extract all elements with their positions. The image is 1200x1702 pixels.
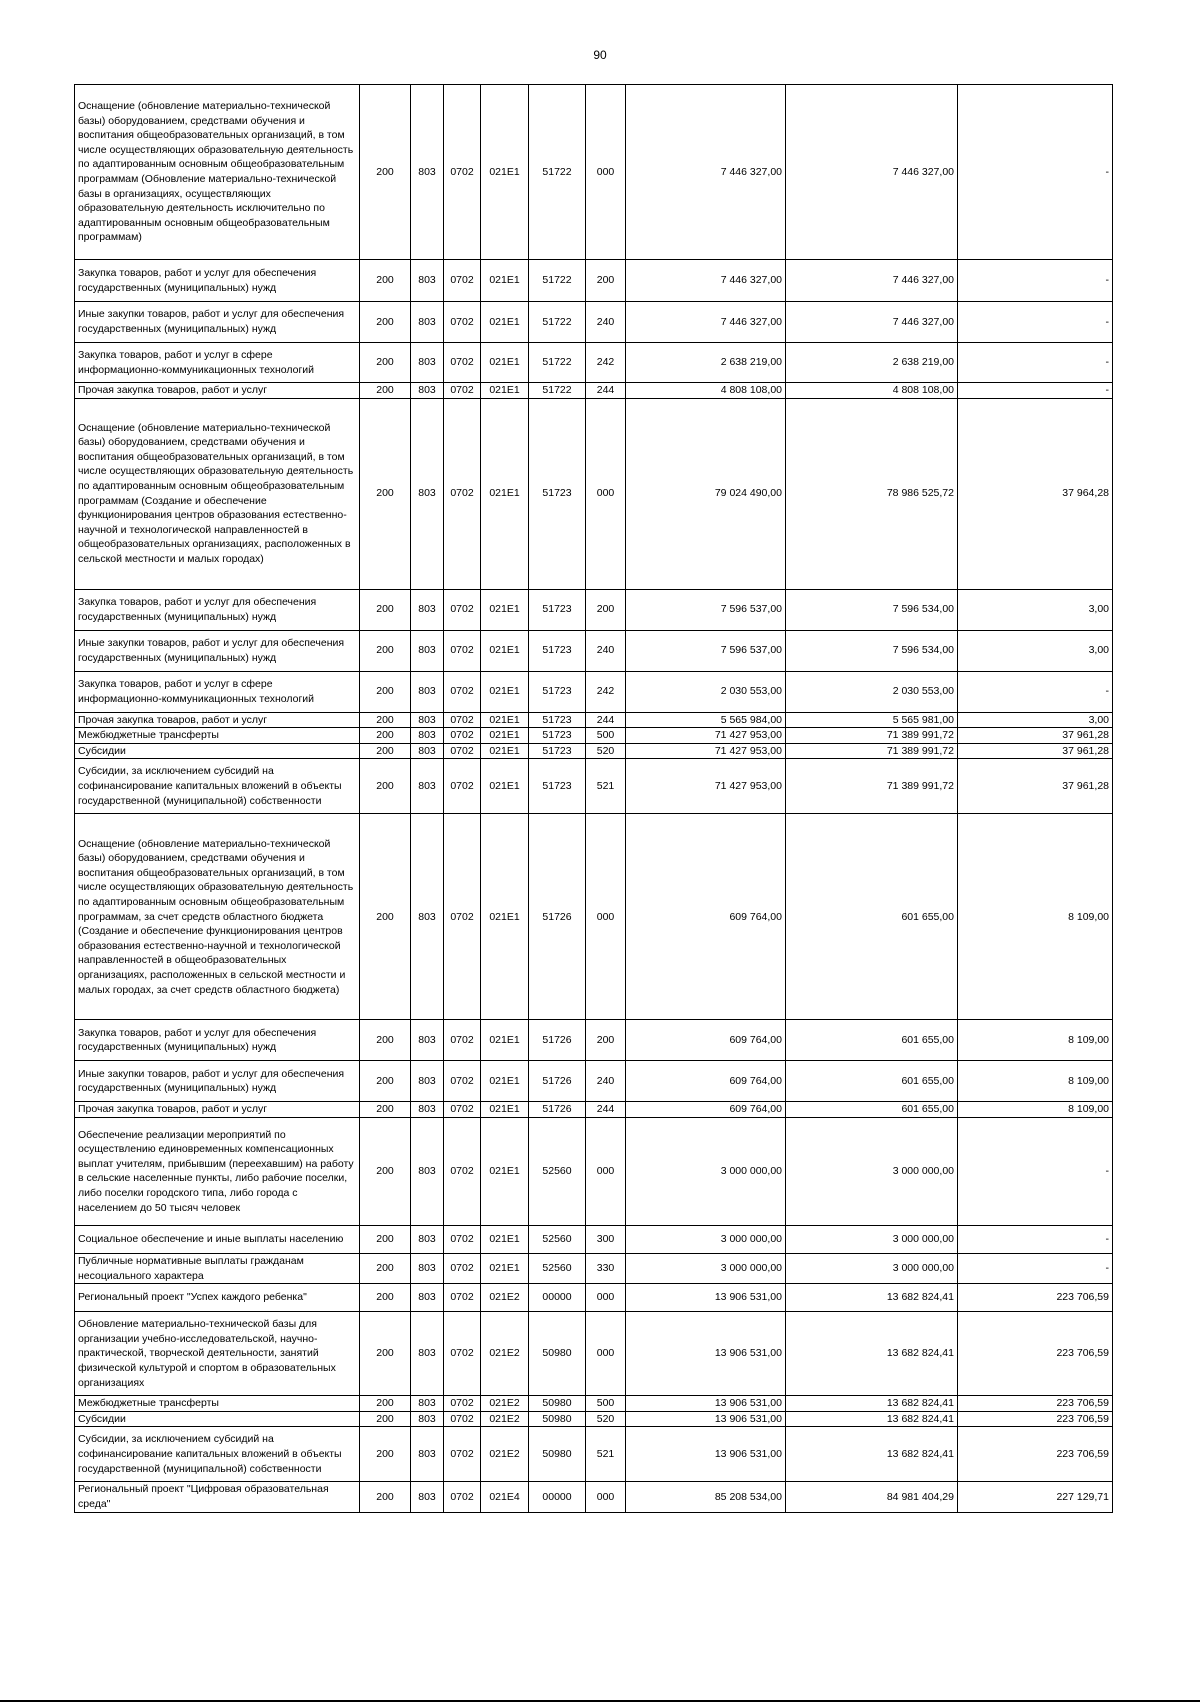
code-expense-type: 000	[586, 1117, 626, 1225]
code-program: 021E1	[481, 589, 529, 630]
code-section: 0702	[444, 728, 481, 744]
table-row	[75, 814, 1113, 1020]
table-row	[75, 1225, 1113, 1253]
amount-unexecuted: 3,00	[958, 589, 1113, 630]
code-program: 021E1	[481, 1117, 529, 1225]
amount-executed: 71 389 991,72	[786, 728, 958, 744]
row-description: Субсидии	[75, 743, 360, 759]
row-description: Субсидии	[75, 1411, 360, 1427]
amount-approved: 13 906 531,00	[626, 1284, 786, 1312]
amount-approved: 71 427 953,00	[626, 759, 786, 814]
code-department: 803	[411, 671, 444, 712]
amount-approved: 609 764,00	[626, 1061, 786, 1102]
code-expense-type: 200	[586, 1020, 626, 1061]
amount-approved: 7 596 537,00	[626, 589, 786, 630]
code-section: 0702	[444, 1061, 481, 1102]
code-direction: 50980	[529, 1411, 586, 1427]
amount-executed: 4 808 108,00	[786, 383, 958, 399]
code-direction: 51723	[529, 728, 586, 744]
code-admin: 200	[360, 743, 411, 759]
code-department: 803	[411, 1061, 444, 1102]
amount-executed: 3 000 000,00	[786, 1253, 958, 1283]
code-expense-type: 300	[586, 1225, 626, 1253]
code-expense-type: 000	[586, 1284, 626, 1312]
budget-table	[74, 84, 1113, 1513]
code-department: 803	[411, 398, 444, 589]
row-description: Закупка товаров, работ и услуг в сфере информационно-коммуникационных технологий	[75, 343, 360, 383]
code-section: 0702	[444, 1396, 481, 1412]
code-program: 021E1	[481, 398, 529, 589]
amount-approved: 13 906 531,00	[626, 1427, 786, 1482]
code-program: 021E1	[481, 1061, 529, 1102]
code-program: 021E4	[481, 1482, 529, 1512]
amount-executed: 601 655,00	[786, 814, 958, 1020]
amount-unexecuted: -	[958, 1253, 1113, 1283]
code-program: 021E1	[481, 728, 529, 744]
code-section: 0702	[444, 1482, 481, 1512]
amount-executed: 71 389 991,72	[786, 759, 958, 814]
code-direction: 51726	[529, 814, 586, 1020]
code-expense-type: 200	[586, 589, 626, 630]
table-row	[75, 759, 1113, 814]
code-section: 0702	[444, 1253, 481, 1283]
code-direction: 51723	[529, 743, 586, 759]
row-description: Закупка товаров, работ и услуг в сфере информационно-коммуникационных технологий	[75, 671, 360, 712]
code-admin: 200	[360, 814, 411, 1020]
code-section: 0702	[444, 302, 481, 343]
code-expense-type: 520	[586, 1411, 626, 1427]
amount-approved: 71 427 953,00	[626, 728, 786, 744]
table-row	[75, 1312, 1113, 1396]
table-row	[75, 1284, 1113, 1312]
amount-unexecuted: 223 706,59	[958, 1284, 1113, 1312]
amount-executed: 7 446 327,00	[786, 85, 958, 260]
code-admin: 200	[360, 671, 411, 712]
code-expense-type: 242	[586, 671, 626, 712]
code-section: 0702	[444, 759, 481, 814]
code-department: 803	[411, 343, 444, 383]
amount-unexecuted: 8 109,00	[958, 1020, 1113, 1061]
code-expense-type: 240	[586, 1061, 626, 1102]
code-expense-type: 500	[586, 1396, 626, 1412]
code-admin: 200	[360, 712, 411, 728]
code-direction: 51722	[529, 383, 586, 399]
amount-executed: 2 638 219,00	[786, 343, 958, 383]
amount-approved: 609 764,00	[626, 814, 786, 1020]
table-row	[75, 671, 1113, 712]
code-department: 803	[411, 712, 444, 728]
code-department: 803	[411, 743, 444, 759]
row-description: Межбюджетные трансферты	[75, 728, 360, 744]
amount-unexecuted: 223 706,59	[958, 1427, 1113, 1482]
amount-unexecuted: 8 109,00	[958, 1061, 1113, 1102]
code-expense-type: 244	[586, 712, 626, 728]
amount-approved: 7 446 327,00	[626, 260, 786, 302]
amount-unexecuted: -	[958, 1225, 1113, 1253]
code-admin: 200	[360, 1411, 411, 1427]
code-admin: 200	[360, 1396, 411, 1412]
code-direction: 51723	[529, 759, 586, 814]
table-body	[75, 85, 1113, 1513]
row-description: Прочая закупка товаров, работ и услуг	[75, 712, 360, 728]
code-department: 803	[411, 1411, 444, 1427]
amount-approved: 71 427 953,00	[626, 743, 786, 759]
amount-approved: 7 596 537,00	[626, 630, 786, 671]
code-admin: 200	[360, 589, 411, 630]
table-row	[75, 260, 1113, 302]
amount-unexecuted: -	[958, 1117, 1113, 1225]
amount-approved: 7 446 327,00	[626, 85, 786, 260]
code-section: 0702	[444, 1020, 481, 1061]
code-program: 021E1	[481, 1020, 529, 1061]
amount-approved: 7 446 327,00	[626, 302, 786, 343]
code-section: 0702	[444, 260, 481, 302]
code-section: 0702	[444, 1312, 481, 1396]
row-description: Оснащение (обновление материально-технической базы) оборудованием, средствами обучения и воспитания общеобразовательных организаций, в том числе осуществляющих образовательную деятельность по адаптированным основным общеобразовательным программам, за счет средств областного бюджета (Создание и обеспечение функционирования центров образования естественно-научной и технологической направленностей в общеобразовательных организациях, расположенных в сельской местности и малых городах, за счет средств областного бюджета)	[75, 814, 360, 1020]
code-direction: 00000	[529, 1482, 586, 1512]
table-row	[75, 398, 1113, 589]
amount-executed: 71 389 991,72	[786, 743, 958, 759]
code-direction: 50980	[529, 1312, 586, 1396]
code-expense-type: 330	[586, 1253, 626, 1283]
code-section: 0702	[444, 85, 481, 260]
code-section: 0702	[444, 343, 481, 383]
code-program: 021E1	[481, 302, 529, 343]
code-admin: 200	[360, 759, 411, 814]
code-expense-type: 242	[586, 343, 626, 383]
code-program: 021E1	[481, 383, 529, 399]
code-section: 0702	[444, 1117, 481, 1225]
code-direction: 52560	[529, 1225, 586, 1253]
amount-executed: 2 030 553,00	[786, 671, 958, 712]
code-admin: 200	[360, 1312, 411, 1396]
row-description: Субсидии, за исключением субсидий на софинансирование капитальных вложений в объекты государственной (муниципальной) собственности	[75, 1427, 360, 1482]
amount-unexecuted: 37 964,28	[958, 398, 1113, 589]
amount-unexecuted: 8 109,00	[958, 1102, 1113, 1118]
code-program: 021E1	[481, 759, 529, 814]
code-department: 803	[411, 85, 444, 260]
code-admin: 200	[360, 1482, 411, 1512]
amount-approved: 79 024 490,00	[626, 398, 786, 589]
amount-unexecuted: -	[958, 671, 1113, 712]
row-description: Публичные нормативные выплаты гражданам несоциального характера	[75, 1253, 360, 1283]
code-direction: 50980	[529, 1396, 586, 1412]
amount-unexecuted: 3,00	[958, 712, 1113, 728]
code-expense-type: 521	[586, 759, 626, 814]
amount-unexecuted: -	[958, 383, 1113, 399]
code-section: 0702	[444, 1102, 481, 1118]
code-section: 0702	[444, 814, 481, 1020]
code-department: 803	[411, 1117, 444, 1225]
table-row	[75, 343, 1113, 383]
amount-executed: 7 446 327,00	[786, 260, 958, 302]
amount-unexecuted: -	[958, 343, 1113, 383]
amount-unexecuted: 8 109,00	[958, 814, 1113, 1020]
code-section: 0702	[444, 589, 481, 630]
table-row	[75, 1411, 1113, 1427]
code-program: 021E2	[481, 1396, 529, 1412]
code-program: 021E1	[481, 1253, 529, 1283]
code-expense-type: 244	[586, 1102, 626, 1118]
page-number: 90	[593, 48, 607, 62]
code-program: 021E2	[481, 1312, 529, 1396]
code-department: 803	[411, 1482, 444, 1512]
code-program: 021E2	[481, 1284, 529, 1312]
code-direction: 00000	[529, 1284, 586, 1312]
code-admin: 200	[360, 398, 411, 589]
amount-executed: 3 000 000,00	[786, 1225, 958, 1253]
amount-approved: 13 906 531,00	[626, 1312, 786, 1396]
code-direction: 51726	[529, 1061, 586, 1102]
amount-approved: 2 638 219,00	[626, 343, 786, 383]
code-department: 803	[411, 1312, 444, 1396]
code-direction: 51722	[529, 85, 586, 260]
amount-executed: 7 446 327,00	[786, 302, 958, 343]
code-program: 021E2	[481, 1427, 529, 1482]
amount-approved: 13 906 531,00	[626, 1396, 786, 1412]
amount-executed: 7 596 534,00	[786, 589, 958, 630]
amount-executed: 5 565 981,00	[786, 712, 958, 728]
code-direction: 51723	[529, 671, 586, 712]
code-direction: 51723	[529, 589, 586, 630]
code-admin: 200	[360, 1102, 411, 1118]
code-expense-type: 240	[586, 302, 626, 343]
code-direction: 50980	[529, 1427, 586, 1482]
row-description: Оснащение (обновление материально-технической базы) оборудованием, средствами обучения и воспитания общеобразовательных организаций, в том числе осуществляющих образовательную деятельность по адаптированным основным общеобразовательным программам (Создание и обеспечение функционирования центров образования естественно-научной и технологической направленностей в общеобразовательных организациях, расположенных в сельской местности и малых городах)	[75, 398, 360, 589]
amount-unexecuted: 227 129,71	[958, 1482, 1113, 1512]
amount-approved: 13 906 531,00	[626, 1411, 786, 1427]
code-department: 803	[411, 1225, 444, 1253]
amount-executed: 13 682 824,41	[786, 1284, 958, 1312]
amount-executed: 3 000 000,00	[786, 1117, 958, 1225]
code-admin: 200	[360, 260, 411, 302]
code-admin: 200	[360, 1284, 411, 1312]
code-expense-type: 500	[586, 728, 626, 744]
row-description: Региональный проект "Успех каждого ребенка"	[75, 1284, 360, 1312]
row-description: Закупка товаров, работ и услуг для обеспечения государственных (муниципальных) нужд	[75, 1020, 360, 1061]
table-row	[75, 85, 1113, 260]
code-admin: 200	[360, 383, 411, 399]
code-department: 803	[411, 759, 444, 814]
row-description: Оснащение (обновление материально-технической базы) оборудованием, средствами обучения и воспитания общеобразовательных организаций, в том числе осуществляющих образовательную деятельность по адаптированным основным общеобразовательным программам (Обновление материально-технической базы в организациях, осуществляющих образовательную деятельность исключительно по адаптированным основным общеобразовательным программам)	[75, 85, 360, 260]
code-direction: 51726	[529, 1020, 586, 1061]
amount-approved: 5 565 984,00	[626, 712, 786, 728]
code-admin: 200	[360, 1253, 411, 1283]
code-admin: 200	[360, 1020, 411, 1061]
code-program: 021E1	[481, 1225, 529, 1253]
code-section: 0702	[444, 1411, 481, 1427]
code-section: 0702	[444, 671, 481, 712]
table-row	[75, 1253, 1113, 1283]
code-program: 021E2	[481, 1411, 529, 1427]
amount-executed: 13 682 824,41	[786, 1411, 958, 1427]
row-description: Обеспечение реализации мероприятий по осуществлению единовременных компенсационных выплат учителям, прибывшим (переехавшим) на работу в сельские населенные пункты, либо рабочие поселки, либо поселки городского типа, либо города с населением до 50 тысяч человек	[75, 1117, 360, 1225]
code-expense-type: 244	[586, 383, 626, 399]
table-row	[75, 728, 1113, 744]
code-department: 803	[411, 728, 444, 744]
code-expense-type: 520	[586, 743, 626, 759]
amount-approved: 3 000 000,00	[626, 1117, 786, 1225]
amount-unexecuted: -	[958, 302, 1113, 343]
code-direction: 52560	[529, 1253, 586, 1283]
table-row	[75, 630, 1113, 671]
code-department: 803	[411, 1253, 444, 1283]
code-admin: 200	[360, 728, 411, 744]
code-section: 0702	[444, 1284, 481, 1312]
row-description: Прочая закупка товаров, работ и услуг	[75, 383, 360, 399]
code-department: 803	[411, 814, 444, 1020]
code-section: 0702	[444, 1427, 481, 1482]
code-program: 021E1	[481, 671, 529, 712]
code-expense-type: 000	[586, 398, 626, 589]
code-department: 803	[411, 630, 444, 671]
amount-unexecuted: -	[958, 260, 1113, 302]
code-admin: 200	[360, 1117, 411, 1225]
amount-executed: 13 682 824,41	[786, 1396, 958, 1412]
amount-approved: 4 808 108,00	[626, 383, 786, 399]
amount-executed: 601 655,00	[786, 1020, 958, 1061]
row-description: Прочая закупка товаров, работ и услуг	[75, 1102, 360, 1118]
amount-unexecuted: 223 706,59	[958, 1411, 1113, 1427]
code-section: 0702	[444, 743, 481, 759]
code-program: 021E1	[481, 743, 529, 759]
row-description: Межбюджетные трансферты	[75, 1396, 360, 1412]
code-expense-type: 200	[586, 260, 626, 302]
code-admin: 200	[360, 85, 411, 260]
amount-approved: 85 208 534,00	[626, 1482, 786, 1512]
amount-unexecuted: 37 961,28	[958, 743, 1113, 759]
amount-unexecuted: 223 706,59	[958, 1396, 1113, 1412]
amount-executed: 601 655,00	[786, 1061, 958, 1102]
code-expense-type: 000	[586, 1482, 626, 1512]
code-department: 803	[411, 260, 444, 302]
code-department: 803	[411, 1396, 444, 1412]
amount-executed: 84 981 404,29	[786, 1482, 958, 1512]
code-direction: 51723	[529, 712, 586, 728]
amount-unexecuted: 3,00	[958, 630, 1113, 671]
amount-unexecuted: 223 706,59	[958, 1312, 1113, 1396]
row-description: Закупка товаров, работ и услуг для обеспечения государственных (муниципальных) нужд	[75, 260, 360, 302]
row-description: Иные закупки товаров, работ и услуг для обеспечения государственных (муниципальных) нужд	[75, 630, 360, 671]
table-row	[75, 1482, 1113, 1512]
code-section: 0702	[444, 383, 481, 399]
code-direction: 51726	[529, 1102, 586, 1118]
amount-executed: 601 655,00	[786, 1102, 958, 1118]
code-department: 803	[411, 589, 444, 630]
code-section: 0702	[444, 398, 481, 589]
code-department: 803	[411, 1020, 444, 1061]
table-row	[75, 1061, 1113, 1102]
code-direction: 52560	[529, 1117, 586, 1225]
code-section: 0702	[444, 630, 481, 671]
row-description: Иные закупки товаров, работ и услуг для обеспечения государственных (муниципальных) нужд	[75, 302, 360, 343]
code-section: 0702	[444, 1225, 481, 1253]
amount-approved: 2 030 553,00	[626, 671, 786, 712]
code-admin: 200	[360, 302, 411, 343]
amount-approved: 609 764,00	[626, 1020, 786, 1061]
code-expense-type: 240	[586, 630, 626, 671]
code-admin: 200	[360, 1225, 411, 1253]
amount-executed: 13 682 824,41	[786, 1312, 958, 1396]
table-row	[75, 589, 1113, 630]
code-direction: 51723	[529, 630, 586, 671]
amount-approved: 3 000 000,00	[626, 1253, 786, 1283]
amount-executed: 7 596 534,00	[786, 630, 958, 671]
code-program: 021E1	[481, 712, 529, 728]
amount-unexecuted: 37 961,28	[958, 759, 1113, 814]
code-direction: 51723	[529, 398, 586, 589]
amount-unexecuted: 37 961,28	[958, 728, 1113, 744]
row-description: Закупка товаров, работ и услуг для обеспечения государственных (муниципальных) нужд	[75, 589, 360, 630]
code-department: 803	[411, 1284, 444, 1312]
code-admin: 200	[360, 1061, 411, 1102]
table-row	[75, 1020, 1113, 1061]
table-row	[75, 1427, 1113, 1482]
row-description: Обновление материально-технической базы для организации учебно-исследовательской, научно-практической, творческой деятельности, занятий физической культурой и спортом в образовательных организациях	[75, 1312, 360, 1396]
code-program: 021E1	[481, 85, 529, 260]
code-expense-type: 000	[586, 85, 626, 260]
row-description: Иные закупки товаров, работ и услуг для обеспечения государственных (муниципальных) нужд	[75, 1061, 360, 1102]
code-department: 803	[411, 1102, 444, 1118]
row-description: Субсидии, за исключением субсидий на софинансирование капитальных вложений в объекты государственной (муниципальной) собственности	[75, 759, 360, 814]
table-row	[75, 302, 1113, 343]
table-row	[75, 712, 1113, 728]
row-description: Региональный проект "Цифровая образовательная среда"	[75, 1482, 360, 1512]
amount-approved: 609 764,00	[626, 1102, 786, 1118]
code-expense-type: 521	[586, 1427, 626, 1482]
code-program: 021E1	[481, 343, 529, 383]
table-row	[75, 383, 1113, 399]
amount-unexecuted: -	[958, 85, 1113, 260]
amount-approved: 3 000 000,00	[626, 1225, 786, 1253]
table-row	[75, 1102, 1113, 1118]
code-program: 021E1	[481, 260, 529, 302]
table-row	[75, 1117, 1113, 1225]
code-program: 021E1	[481, 630, 529, 671]
row-description: Социальное обеспечение и иные выплаты населению	[75, 1225, 360, 1253]
code-direction: 51722	[529, 343, 586, 383]
code-admin: 200	[360, 343, 411, 383]
code-expense-type: 000	[586, 814, 626, 1020]
code-expense-type: 000	[586, 1312, 626, 1396]
code-program: 021E1	[481, 1102, 529, 1118]
amount-executed: 78 986 525,72	[786, 398, 958, 589]
table-row	[75, 1396, 1113, 1412]
code-section: 0702	[444, 712, 481, 728]
code-admin: 200	[360, 1427, 411, 1482]
amount-executed: 13 682 824,41	[786, 1427, 958, 1482]
code-department: 803	[411, 302, 444, 343]
table-row	[75, 743, 1113, 759]
code-admin: 200	[360, 630, 411, 671]
code-department: 803	[411, 1427, 444, 1482]
code-program: 021E1	[481, 814, 529, 1020]
code-department: 803	[411, 383, 444, 399]
code-direction: 51722	[529, 302, 586, 343]
code-direction: 51722	[529, 260, 586, 302]
